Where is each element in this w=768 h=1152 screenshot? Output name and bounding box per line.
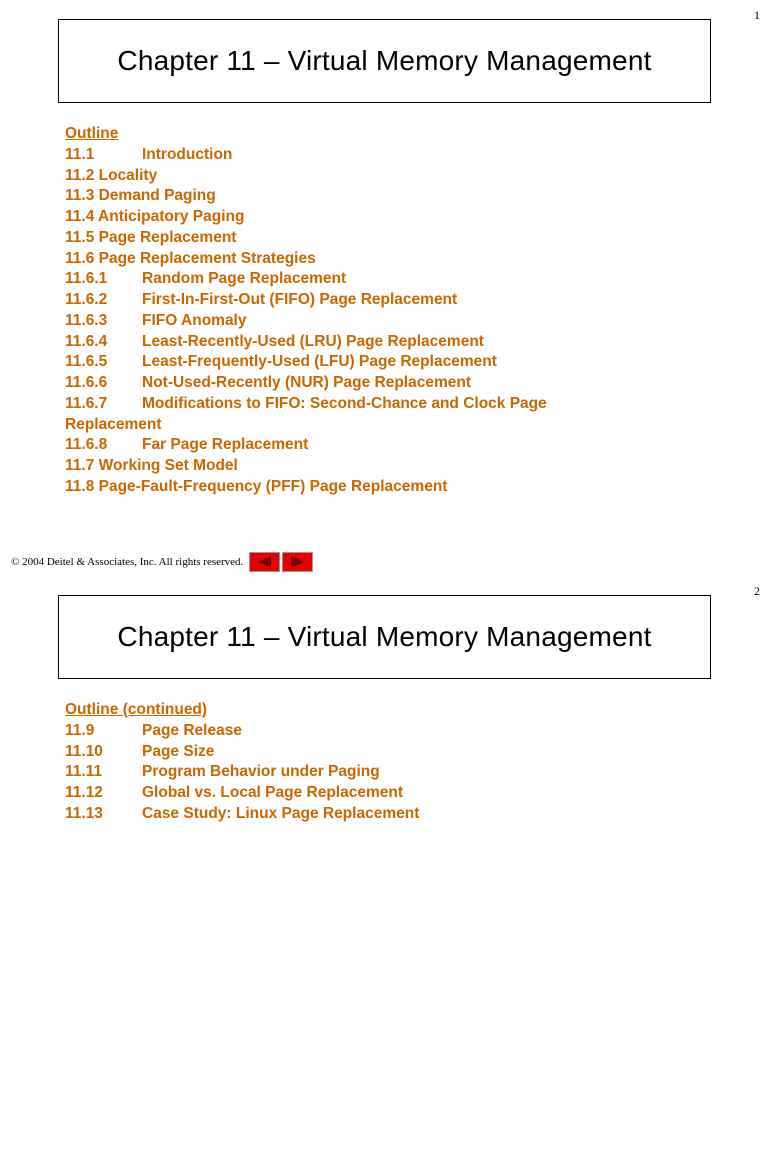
outline-item: 11.2 Locality: [65, 166, 158, 184]
outline-item: 11.10 Page Size: [65, 742, 215, 760]
next-slide-button[interactable]: [282, 552, 313, 572]
outline-item: 11.11 Program Behavior under Paging: [65, 763, 380, 781]
outline-heading[interactable]: Outline (continued): [65, 701, 208, 718]
copyright-text: © 2004 Deitel & Associates, Inc. All rights reserved.: [11, 556, 244, 568]
outline-item: 11.3 Demand Paging: [65, 187, 216, 205]
outline-item: 11.6 Page Replacement Strategies: [65, 249, 316, 267]
title-box: [58, 595, 711, 679]
outline: [65, 700, 705, 825]
outline-item: 11.5 Page Replacement: [65, 228, 237, 246]
outline-item: 11.6.3 FIFO Anomaly: [65, 311, 247, 329]
outline-item: 11.13 Case Study: Linux Page Replacement: [65, 804, 420, 822]
previous-slide-button[interactable]: [249, 552, 280, 572]
outline-item: 11.6.8 Far Page Replacement: [65, 436, 309, 454]
triangle-left-icon: [250, 553, 279, 571]
outline-heading[interactable]: Outline: [65, 125, 119, 142]
triangle-right-icon: [283, 553, 312, 571]
slide-title: Chapter 11 – Virtual Memory Management: [117, 621, 652, 652]
page-number: 1: [754, 8, 760, 22]
outline-item: 11.6.6 Not-Used-Recently (NUR) Page Replacement: [65, 374, 472, 391]
outline-item: 11.8 Page-Fault-Frequency (PFF) Page Replacement: [65, 477, 448, 495]
page-number: 2: [754, 584, 760, 598]
outline-item: 11.12 Global vs. Local Page Replacement: [65, 784, 404, 801]
outline-item: 11.6.7 Modifications to FIFO: Second-Chance and Clock Page: [65, 394, 547, 412]
outline-item: 11.4 Anticipatory Paging: [65, 208, 245, 225]
slide-2: [0, 576, 768, 1152]
slide-title: Chapter 11 – Virtual Memory Management: [117, 45, 652, 76]
footer: [11, 552, 313, 572]
outline-item: 11.9 Page Release: [65, 721, 242, 739]
outline-item: Replacement: [65, 415, 162, 433]
outline-item: 11.6.1 Random Page Replacement: [65, 270, 347, 288]
outline-item: 11.6.4 Least-Recently-Used (LRU) Page Replacement: [65, 332, 484, 350]
outline-item: 11.7 Working Set Model: [65, 457, 238, 474]
outline: [65, 124, 705, 498]
outline-item: 11.1 Introduction: [65, 145, 233, 163]
outline-item: 11.6.2 First-In-First-Out (FIFO) Page Replacement: [65, 291, 458, 308]
outline-item: 11.6.5 Least-Frequently-Used (LFU) Page Replacement: [65, 353, 497, 371]
title-box: [58, 19, 711, 103]
